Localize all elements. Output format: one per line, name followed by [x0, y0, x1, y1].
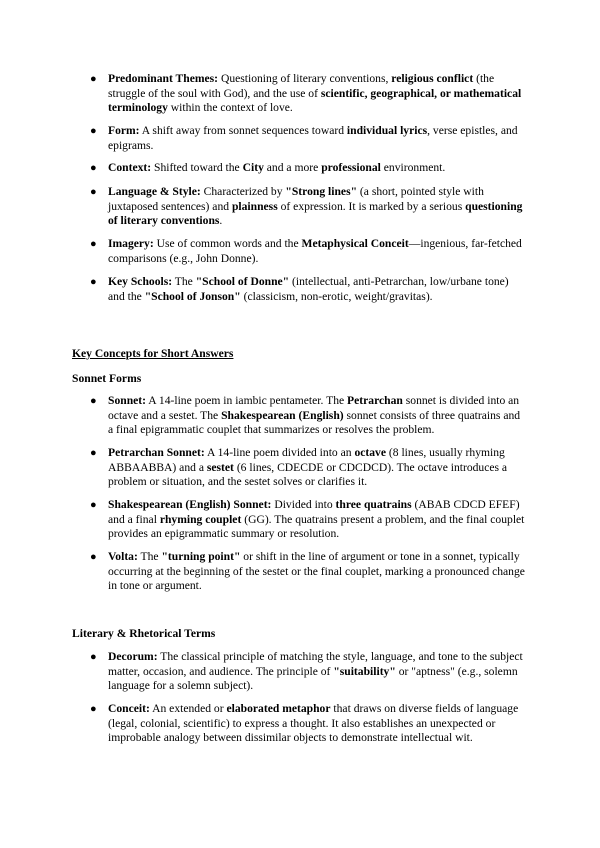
- bold-text: Volta:: [108, 550, 138, 563]
- body-text: that draws on diverse fields of language (legal, colonial, scientific) to express a thought. It also establishes an unexpected or improbable analogy between dissimilar objects to demonstrate intellectual wit.: [108, 702, 519, 745]
- body-text: Shifted toward the: [151, 161, 243, 174]
- body-text: sonnet consists of three quatrains and a final epigrammatic couplet that summarizes or resolves the problem.: [108, 408, 521, 437]
- bold-text: Form:: [108, 124, 140, 137]
- body-text: (the struggle of the soul with God), and the use of: [108, 72, 495, 100]
- bullet-icon: ●: [90, 162, 97, 174]
- body-text: environment.: [380, 161, 446, 174]
- bold-text: Metaphysical Conceit: [301, 237, 409, 250]
- list-item: [90, 498, 528, 542]
- bold-text: Shakespearean (English): [221, 408, 344, 422]
- body-text: (a short, pointed style with juxtaposed sentences) and: [108, 185, 484, 213]
- body-text: —ingenious, far-fetched comparisons (e.g., John Donne).: [108, 237, 522, 265]
- list-item: [90, 237, 528, 266]
- body-text: (6 lines, CDECDE or CDCDCD). The octave introduces a problem or situation, and the sestet solves or clarifies it.: [108, 460, 508, 489]
- bold-text: Context:: [108, 161, 152, 174]
- bold-text: Petrarchan: [347, 394, 403, 407]
- bold-text: plainness: [231, 199, 278, 213]
- body-text: within the context of love.: [167, 101, 293, 115]
- list-item: [90, 394, 528, 438]
- body-text: (ABAB CDCD EFEF) and a final: [108, 498, 520, 526]
- body-text: The: [172, 275, 196, 288]
- body-text: , verse epistles, and epigrams.: [108, 124, 518, 152]
- bold-text: octave: [354, 446, 386, 459]
- bold-text: religious conflict: [391, 72, 474, 85]
- bold-text: Predominant Themes:: [108, 72, 219, 85]
- body-text: Use of common words and the: [153, 237, 302, 250]
- bullet-icon: ●: [90, 499, 97, 511]
- list-item: [90, 702, 528, 746]
- body-text: (GG). The quatrains present a problem, and the final couplet provides an epigrammatic summary or resolution.: [108, 512, 525, 541]
- body-text: Divided into: [271, 498, 336, 511]
- bullet-icon: ●: [90, 703, 97, 715]
- body-text: A 14-line poem in iambic pentameter. The: [146, 394, 348, 407]
- list-item: [90, 550, 528, 594]
- body-text: or shift in the line of argument or tone in a sonnet, typically occurring at the beginning of the sestet or the final couplet, marking a pronounced change in tone or argument.: [108, 550, 525, 593]
- bold-text: "School of Donne": [195, 275, 290, 288]
- body-text: A 14-line poem divided into an: [204, 446, 355, 459]
- bullet-icon: ●: [90, 238, 97, 250]
- bullet-icon: ●: [90, 276, 97, 288]
- body-text: A shift away from sonnet sequences toward: [139, 124, 347, 137]
- bold-text: Conceit:: [108, 702, 150, 715]
- bullet-icon: ●: [90, 651, 97, 663]
- list-item: [90, 275, 528, 304]
- list-item: [90, 161, 528, 176]
- body-text: or "aptness" (e.g., solemn language for a solemn subject).: [108, 664, 518, 693]
- body-text: Characterized by: [200, 185, 286, 198]
- bold-text: City: [242, 161, 264, 174]
- subsection-heading-literary: Literary & Rhetorical Terms: [72, 627, 216, 640]
- bold-text: Imagery:: [108, 237, 154, 250]
- bold-text: scientific, geographical, or mathematical terminology: [108, 86, 522, 115]
- list-item: [90, 72, 528, 116]
- body-text: An extended or: [149, 702, 227, 715]
- section-title: Key Concepts for Short Answers: [72, 347, 234, 360]
- body-text: sonnet is divided into an octave and a sestet. The: [108, 394, 520, 422]
- body-text: .: [219, 214, 223, 228]
- bullet-icon: ●: [90, 551, 97, 563]
- body-text: The classical principle of matching the style, language, and tone to the subject matter, occasion, and audience. The principle of: [108, 650, 523, 678]
- bullet-icon: ●: [90, 73, 97, 85]
- bullet-icon: ●: [90, 186, 97, 198]
- list-item: [90, 446, 528, 490]
- body-text: The: [137, 550, 162, 563]
- bold-text: rhyming couplet: [159, 512, 242, 526]
- bold-text: "School of Jonson": [144, 289, 241, 303]
- list-item: [90, 185, 528, 229]
- bold-text: professional: [321, 161, 381, 174]
- bold-text: individual lyrics: [346, 124, 428, 137]
- bold-text: Sonnet:: [108, 394, 147, 407]
- bullet-icon: ●: [90, 447, 97, 459]
- bold-text: questioning of literary conventions: [108, 199, 523, 228]
- bold-text: "Strong lines": [285, 185, 358, 198]
- bullet-icon: ●: [90, 395, 97, 407]
- body-text: (classicism, non-erotic, weight/gravitas).: [240, 289, 433, 303]
- body-text: and a more: [263, 161, 322, 174]
- bold-text: Decorum:: [108, 650, 158, 663]
- bold-text: Language & Style:: [108, 185, 201, 198]
- list-item: [90, 650, 528, 694]
- bold-text: "turning point": [161, 550, 241, 563]
- bold-text: Petrarchan Sonnet:: [108, 446, 205, 459]
- bold-text: "suitability": [333, 664, 396, 678]
- subsection-heading-sonnet: Sonnet Forms: [72, 372, 142, 385]
- body-text: Questioning of literary conventions,: [218, 72, 392, 85]
- list-item: [90, 124, 528, 153]
- body-text: of expression. It is marked by a serious: [277, 199, 466, 213]
- body-text: (intellectual, anti-Petrarchan, low/urbane tone) and the: [108, 275, 509, 303]
- bold-text: Shakespearean (English) Sonnet:: [108, 498, 272, 511]
- bold-text: elaborated metaphor: [226, 702, 331, 715]
- body-text: (8 lines, usually rhyming ABBAABBA) and a: [108, 446, 505, 474]
- bullet-icon: ●: [90, 125, 97, 137]
- bold-text: three quatrains: [335, 498, 412, 511]
- bold-text: Key Schools:: [108, 275, 173, 288]
- bold-text: sestet: [206, 460, 234, 474]
